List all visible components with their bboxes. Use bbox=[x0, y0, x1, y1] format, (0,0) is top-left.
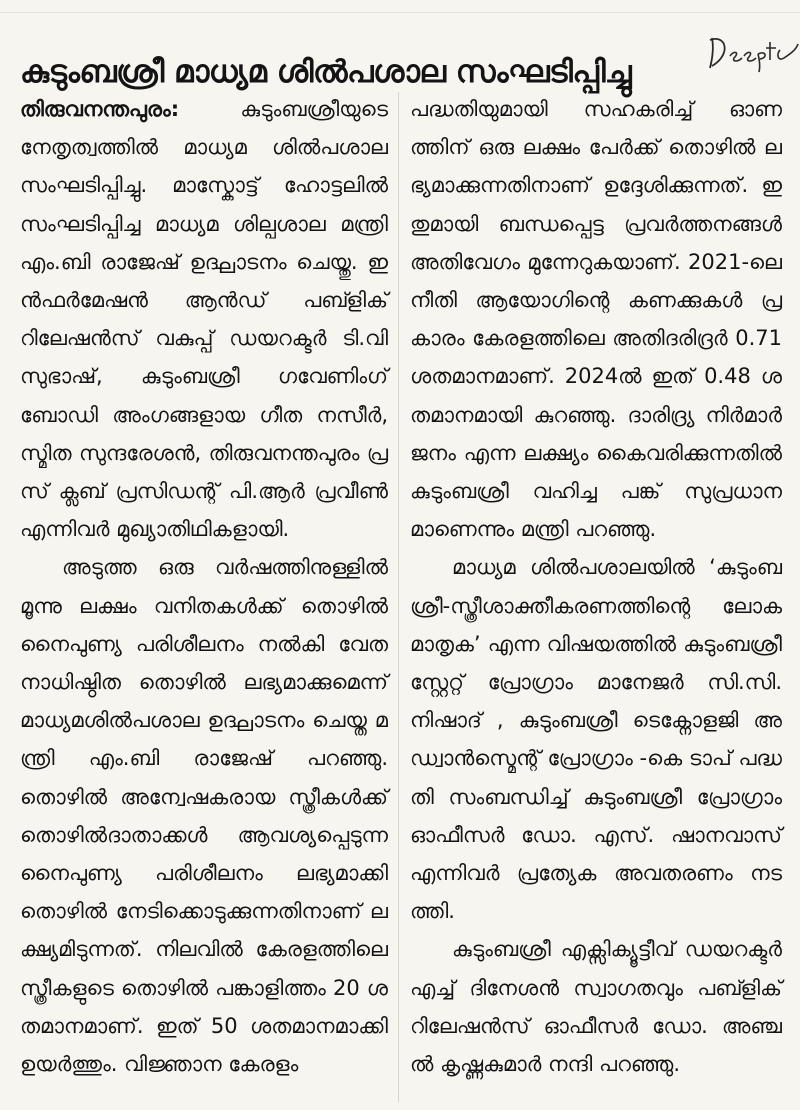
adjacent-clipping-edge bbox=[0, 0, 800, 13]
column-divider bbox=[398, 92, 399, 1102]
handwritten-signature bbox=[704, 28, 800, 74]
article-column-2 bbox=[410, 90, 782, 1083]
article-paragraph-2-continued: പദ്ധതിയുമായി സഹകരിച്ച് ഓണത്തിന് ഒരു ലക്ഷം പേർക്ക് തൊഴിൽ ലഭ്യമാക്കുന്നതിനാണ് ഉദ്ദേശിക്കുന്നത്. ഇതുമായി ബന്ധപ്പെട്ട പ്രവർത്തനങ്ങൾ അതിവേഗം മുന്നേറുകയാണ്. 2021-ലെ നീതി ആയോഗിന്റെ കണക്കുകൾ പ്രകാരം കേരളത്തിലെ അതിദരിദ്രർ 0.71 ശതമാനമാണ്. 2024ൽ ഇത് 0.48 ശതമാനമായി കുറഞ്ഞു. ദാരിദ്ര്യ നിർമാർജനം എന്ന ലക്ഷ്യം കൈവരിക്കുന്നതിൽ കുടുംബശ്രീ വഹിച്ച പങ്ക് സുപ്രധാനമാണെന്നും മന്ത്രി പറഞ്ഞു. bbox=[410, 97, 782, 542]
article-column-1 bbox=[20, 90, 388, 1083]
article-paragraph-2: അടുത്ത ഒരു വർഷത്തിനുള്ളിൽ മൂന്നു ലക്ഷം വനിതകൾക്ക് തൊഴിൽ നൈപുണ്യ പരിശീലനം നൽകി വേതനാധിഷ്ഠിത തൊഴിൽ ലഭ്യമാക്കുമെന്ന് മാധ്യമശിൽപശാല ഉദ്ഘാടനം ചെയ്ത മന്ത്രി എം.ബി രാജേഷ് പറഞ്ഞു. തൊഴിൽ അന്വേഷകരായ സ്ത്രീകൾക്ക് തൊഴിൽദാതാക്കൾ ആവശ്യപ്പെടുന്ന നൈപുണ്യ പരിശീലനം ലഭ്യമാക്കി തൊഴിൽ നേടിക്കൊടുക്കുന്നതിനാണ് ലക്ഷ്യമിടുന്നത്. നിലവിൽ കേരളത്തിലെ സ്ത്രീകളുടെ തൊഴിൽ പങ്കാളിത്തം 20 ശതമാനമാണ്. ഇത് 50 ശതമാനമാക്കി ഉയർത്തും. വിജ്ഞാന കേരളം bbox=[20, 555, 388, 1077]
paragraph-1-body: കുടുംബശ്രീയുടെ നേതൃത്വത്തിൽ മാധ്യമ ശിൽപശാല സംഘടിപ്പിച്ചു. മാസ്കോട്ട് ഹോട്ടലിൽ സംഘടിപ്പിച്ച മാധ്യമ ശില്പശാല മന്ത്രി എം.ബി രാജേഷ് ഉദ്ഘാടനം ചെയ്തു. ഇൻഫർമേഷൻ ആൻഡ് പബ്ളിക് റിലേഷൻസ് വകുപ്പ് ഡയറക്ടർ ടി.വി സുഭാഷ്, കുടുംബശ്രീ ഗവേണിംഗ് ബോഡി അംഗങ്ങളായ ഗീത നസീർ, സ്മിത സുന്ദരേശൻ, തിരുവനന്തപുരം പ്രസ് ക്ലബ് പ്രസിഡന്റ് പി.ആർ പ്രവീൺ എന്നിവർ മുഖ്യാതിഥികളായി. bbox=[20, 97, 388, 542]
dateline: തിരുവനന്തപുരം: bbox=[20, 97, 180, 121]
headline: കുടുംബശ്രീ മാധ്യമ ശിൽപശാല സംഘടിപ്പിച്ചു bbox=[20, 53, 632, 90]
article-paragraph-3: മാധ്യമ ശിൽപശാലയിൽ ‘കുടുംബശ്രീ-സ്ത്രീശാക്തീകരണത്തിന്റെ ലോക മാതൃക’ എന്ന വിഷയത്തിൽ കുടുംബശ്രീ സ്റ്റേറ്റ് പ്രോഗ്രാം മാനേജർ സി.സി.നിഷാദ് , കുടുംബശ്രീ ടെക്നോളജി അഡ്വാൻസ്മെന്റ് പ്രോഗ്രാം -കെ ടാപ് പദ്ധതി സംബന്ധിച്ച് കുടുംബശ്രീ പ്രോഗ്രാം ഓഫീസർ ഡോ. എസ്. ഷാനവാസ് എന്നിവർ പ്രത്യേക അവതരണം നടത്തി. bbox=[410, 555, 782, 924]
article-paragraph-1 bbox=[20, 90, 388, 548]
article-paragraph-4: കുടുംബശ്രീ എക്സിക്യൂട്ടീവ് ഡയറക്ടർ എച്ച് ദിനേശൻ സ്വാഗതവും പബ്ളിക് റിലേഷൻസ് ഓഫീസർ ഡോ. അഞ്ചൽ കൃഷ്ണകുമാർ നന്ദി പറഞ്ഞു. bbox=[410, 937, 782, 1077]
